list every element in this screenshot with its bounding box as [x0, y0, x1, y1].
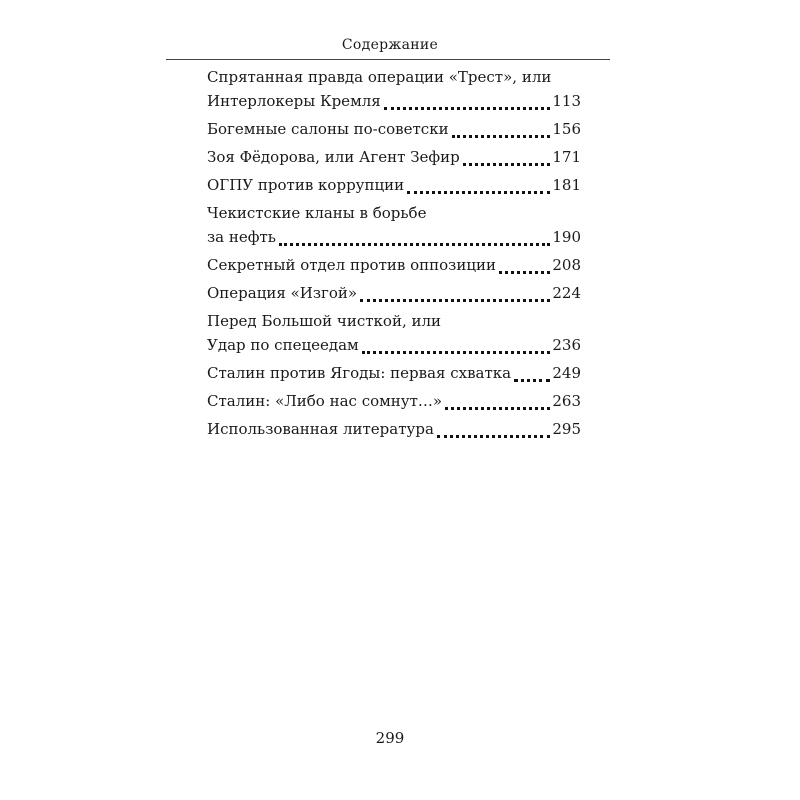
toc-entry-page: 171 [552, 148, 581, 166]
toc-entry-title: Использованная литература [207, 420, 434, 438]
toc-entry-title: Сталин: «Либо нас сомнут…» [207, 392, 443, 410]
toc-entry-page: 113 [552, 92, 581, 110]
dot-leader [279, 243, 550, 246]
toc-entry-title: Сталин против Ягоды: первая схватка [207, 364, 512, 382]
toc-entry-title-line1: Спрятанная правда операции «Трест», или [207, 68, 552, 86]
dot-leader [463, 163, 551, 166]
dot-leader [445, 407, 550, 410]
dot-leader [514, 379, 550, 382]
toc-entry-title: Интерлокеры Кремля [207, 92, 381, 110]
toc-entry [207, 65, 581, 113]
toc-entry [207, 117, 581, 141]
toc-entry-page: 236 [552, 336, 581, 354]
dot-leader [362, 351, 551, 354]
toc-entry [207, 417, 581, 441]
toc-entry-title: Секретный отдел против оппозиции [207, 256, 496, 274]
running-head-title: Содержание [341, 37, 439, 53]
page-number: 299 [375, 729, 405, 747]
toc-entry-page: 208 [552, 256, 581, 274]
header-rule [166, 59, 610, 60]
table-of-contents [207, 65, 581, 445]
toc-entry-title-line1: Чекистские кланы в борьбе [207, 204, 427, 222]
toc-entry [207, 389, 581, 413]
toc-entry [207, 201, 581, 249]
toc-entry-title: Удар по спецеедам [207, 336, 359, 354]
dot-leader [407, 191, 550, 194]
toc-entry [207, 145, 581, 169]
toc-entry-title: ОГПУ против коррупции [207, 176, 405, 194]
toc-entry-page: 156 [552, 120, 581, 138]
toc-entry-title: за нефть [207, 228, 276, 246]
toc-entry-title: Операция «Изгой» [207, 284, 358, 302]
dot-leader [360, 299, 550, 302]
toc-entry-title: Зоя Фёдорова, или Агент Зефир [207, 148, 460, 166]
toc-entry [207, 309, 581, 357]
toc-entry-title: Богемные салоны по-советски [207, 120, 449, 138]
dot-leader [384, 107, 551, 110]
toc-entry-page: 249 [552, 364, 581, 382]
toc-entry [207, 281, 581, 305]
dot-leader [452, 135, 551, 138]
toc-entry-title-line1: Перед Большой чисткой, или [207, 312, 442, 330]
toc-entry-page: 224 [552, 284, 581, 302]
toc-entry-page: 181 [552, 176, 581, 194]
toc-entry-page: 190 [552, 228, 581, 246]
toc-entry [207, 361, 581, 385]
dot-leader [499, 271, 550, 274]
dot-leader [437, 435, 550, 438]
toc-entry [207, 173, 581, 197]
toc-entry-page: 295 [552, 420, 581, 438]
toc-entry [207, 253, 581, 277]
toc-entry-page: 263 [552, 392, 581, 410]
